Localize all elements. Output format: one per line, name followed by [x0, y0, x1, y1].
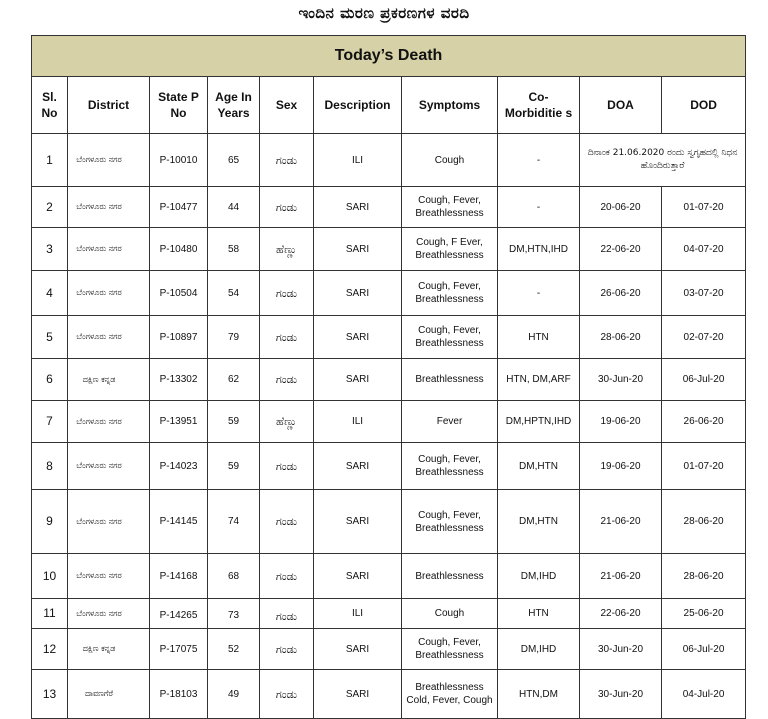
sex-cell: ಗಂಡು — [260, 443, 314, 490]
district-text: ಬೆಂಗಳೂರು ನಗರ — [76, 288, 122, 297]
table-row — [32, 443, 746, 490]
age-cell: 74 — [208, 490, 260, 554]
dod-cell: 04-07-20 — [662, 228, 746, 271]
sl-no-cell: 4 — [32, 271, 68, 316]
comorbidities-cell: HTN — [498, 599, 580, 629]
symptoms-cell: Breathlessness — [402, 554, 498, 599]
doa-cell: 19-06-20 — [580, 443, 662, 490]
symptoms-cell: Cough, Fever, Breathlessness — [402, 271, 498, 316]
district-text: ಬೆಂಗಳೂರು ನಗರ — [76, 516, 122, 526]
state-p-no-cell: P-10504 — [150, 271, 208, 316]
state-p-no-cell: P-14265 — [150, 599, 208, 629]
sl-no-cell: 10 — [32, 554, 68, 599]
age-cell: 73 — [208, 599, 260, 629]
district-text: ದಕ್ಷಿಣ ಕನ್ನಡ — [82, 644, 116, 653]
table-row — [32, 359, 746, 401]
table-row — [32, 134, 746, 187]
age-cell: 44 — [208, 187, 260, 228]
district-text: ದಾವಣಗೆರೆ — [85, 689, 113, 698]
state-p-no-cell: P-17075 — [150, 629, 208, 670]
state-p-no-cell: P-14168 — [150, 554, 208, 599]
table-row — [32, 490, 746, 554]
dod-cell: 28-06-20 — [662, 490, 746, 554]
age-cell: 58 — [208, 228, 260, 271]
district-text: ಬೆಂಗಳೂರು ನಗರ — [76, 155, 122, 164]
column-header: State P No — [150, 77, 208, 134]
table-row — [32, 599, 746, 629]
district-cell — [68, 134, 150, 187]
table-row — [32, 670, 746, 719]
sl-no-cell: 8 — [32, 443, 68, 490]
symptoms-cell: Cough, Fever, Breathlessness — [402, 316, 498, 359]
column-header: District — [68, 77, 150, 134]
state-p-no-cell: P-13951 — [150, 401, 208, 443]
sex-cell: ಗಂಡು — [260, 629, 314, 670]
symptoms-cell: Cough, Fever, Breathlessness — [402, 187, 498, 228]
district-cell — [68, 187, 150, 228]
doa-cell: 20-06-20 — [580, 187, 662, 228]
district-text: ಬೆಂಗಳೂರು ನಗರ — [76, 608, 122, 618]
doa-cell: 21-06-20 — [580, 490, 662, 554]
sl-no-cell: 7 — [32, 401, 68, 443]
description-cell: SARI — [314, 554, 402, 599]
description-cell: SARI — [314, 271, 402, 316]
table-row — [32, 228, 746, 271]
table-row — [32, 316, 746, 359]
sex-cell: ಗಂಡು — [260, 134, 314, 187]
doa-cell: 22-06-20 — [580, 228, 662, 271]
state-p-no-cell: P-14145 — [150, 490, 208, 554]
doa-cell: 21-06-20 — [580, 554, 662, 599]
doa-cell: 26-06-20 — [580, 271, 662, 316]
sex-cell: ಗಂಡು — [260, 554, 314, 599]
age-cell: 59 — [208, 443, 260, 490]
dod-cell: 01-07-20 — [662, 443, 746, 490]
description-cell: SARI — [314, 443, 402, 490]
dod-cell: 01-07-20 — [662, 187, 746, 228]
sl-no-cell: 6 — [32, 359, 68, 401]
district-cell — [68, 316, 150, 359]
symptoms-cell: Cough, Fever, Breathlessness — [402, 629, 498, 670]
comorbidities-cell: DM,HTN,IHD — [498, 228, 580, 271]
table-row — [32, 271, 746, 316]
comorbidities-cell: HTN,DM — [498, 670, 580, 719]
doa-cell: 22-06-20 — [580, 599, 662, 629]
district-cell — [68, 228, 150, 271]
description-cell: SARI — [314, 490, 402, 554]
sex-cell: ಗಂಡು — [260, 316, 314, 359]
state-p-no-cell: P-18103 — [150, 670, 208, 719]
district-cell — [68, 271, 150, 316]
column-header: Sex — [260, 77, 314, 134]
sl-no-cell: 9 — [32, 490, 68, 554]
comorbidities-cell: DM,HTN — [498, 490, 580, 554]
description-cell: SARI — [314, 187, 402, 228]
district-cell — [68, 599, 150, 629]
sl-no-cell: 3 — [32, 228, 68, 271]
description-cell: ILI — [314, 134, 402, 187]
age-cell: 49 — [208, 670, 260, 719]
dod-cell: 06-Jul-20 — [662, 629, 746, 670]
sex-cell: ಗಂಡು — [260, 187, 314, 228]
table-row — [32, 629, 746, 670]
age-cell: 59 — [208, 401, 260, 443]
doa-cell: 30-Jun-20 — [580, 629, 662, 670]
sl-no-cell: 5 — [32, 316, 68, 359]
symptoms-cell: Fever — [402, 401, 498, 443]
column-header: Sl. No — [32, 77, 68, 134]
age-cell: 65 — [208, 134, 260, 187]
district-text: ಬೆಂಗಳೂರು ನಗರ — [76, 202, 122, 211]
comorbidities-cell: DM,IHD — [498, 629, 580, 670]
district-text: ಬೆಂಗಳೂರು ನಗರ — [76, 571, 122, 580]
state-p-no-cell: P-14023 — [150, 443, 208, 490]
age-cell: 54 — [208, 271, 260, 316]
sl-no-cell: 2 — [32, 187, 68, 228]
state-p-no-cell: P-10477 — [150, 187, 208, 228]
description-cell: SARI — [314, 629, 402, 670]
symptoms-cell: Cough — [402, 599, 498, 629]
symptoms-cell: Cough, Fever, Breathlessness — [402, 490, 498, 554]
sl-no-cell: 1 — [32, 134, 68, 187]
district-cell — [68, 443, 150, 490]
column-header: Symptoms — [402, 77, 498, 134]
dod-cell: 06-Jul-20 — [662, 359, 746, 401]
age-cell: 62 — [208, 359, 260, 401]
district-cell — [68, 401, 150, 443]
comorbidities-cell: HTN — [498, 316, 580, 359]
state-p-no-cell: P-10010 — [150, 134, 208, 187]
column-header: Co-Morbiditie s — [498, 77, 580, 134]
comorbidities-cell: DM,IHD — [498, 554, 580, 599]
age-cell: 79 — [208, 316, 260, 359]
description-cell: SARI — [314, 359, 402, 401]
sl-no-cell: 11 — [32, 599, 68, 629]
district-text: ಬೆಂಗಳೂರು ನಗರ — [76, 244, 122, 253]
description-cell: ILI — [314, 599, 402, 629]
sex-cell: ಗಂಡು — [260, 271, 314, 316]
symptoms-cell: Cough, F Ever, Breathlessness — [402, 228, 498, 271]
doa-cell: 28-06-20 — [580, 316, 662, 359]
symptoms-cell: Breathlessness — [402, 359, 498, 401]
deaths-table — [31, 35, 746, 719]
district-text: ಬೆಂಗಳೂರು ನಗರ — [76, 416, 122, 426]
state-p-no-cell: P-10480 — [150, 228, 208, 271]
description-cell: ILI — [314, 401, 402, 443]
district-text: ಬೆಂಗಳೂರು ನಗರ — [76, 461, 122, 470]
comorbidities-cell: - — [498, 187, 580, 228]
description-cell: SARI — [314, 228, 402, 271]
state-p-no-cell: P-13302 — [150, 359, 208, 401]
sex-cell: ಗಂಡು — [260, 359, 314, 401]
age-cell: 52 — [208, 629, 260, 670]
symptoms-cell: Cough — [402, 134, 498, 187]
dod-cell: 02-07-20 — [662, 316, 746, 359]
sex-cell: ಹೆಣ್ಣು — [260, 228, 314, 271]
sl-no-cell: 13 — [32, 670, 68, 719]
sex-cell: ಗಂಡು — [260, 490, 314, 554]
description-cell: SARI — [314, 670, 402, 719]
table-title: Today’s Death — [32, 36, 746, 77]
dod-cell: 28-06-20 — [662, 554, 746, 599]
district-cell — [68, 359, 150, 401]
column-header: DOA — [580, 77, 662, 134]
state-p-no-cell: P-10897 — [150, 316, 208, 359]
doa-cell: 30-Jun-20 — [580, 670, 662, 719]
comorbidities-cell: HTN, DM,ARF — [498, 359, 580, 401]
table-header-row — [32, 77, 746, 134]
table-row — [32, 187, 746, 228]
doa-cell: 19-06-20 — [580, 401, 662, 443]
dod-cell: 03-07-20 — [662, 271, 746, 316]
symptoms-cell: Cough, Fever, Breathlessness — [402, 443, 498, 490]
dod-cell: 04-Jul-20 — [662, 670, 746, 719]
sl-no-cell: 12 — [32, 629, 68, 670]
dod-cell: 26-06-20 — [662, 401, 746, 443]
dod-cell: 25-06-20 — [662, 599, 746, 629]
district-text: ದಕ್ಷಿಣ ಕನ್ನಡ — [82, 374, 116, 384]
comorbidities-cell: DM,HPTN,IHD — [498, 401, 580, 443]
doa-dod-note-cell: ದಿನಾಂಕ 21.06.2020 ರಂದು ಸ್ವಗೃಹದಲ್ಲಿ ನಿಧನ ಹೊಂದಿರುತ್ತಾರೆ — [580, 134, 746, 187]
district-cell — [68, 490, 150, 554]
sex-cell: ಹೆಣ್ಣು — [260, 401, 314, 443]
column-header: Age In Years — [208, 77, 260, 134]
description-cell: SARI — [314, 316, 402, 359]
district-cell — [68, 554, 150, 599]
column-header: Description — [314, 77, 402, 134]
comorbidities-cell: - — [498, 271, 580, 316]
district-text: ಬೆಂಗಳೂರು ನಗರ — [76, 332, 122, 341]
document-heading: ಇಂದಿನ ಮರಣ ಪ್ರಕರಣಗಳ ವರದಿ — [298, 4, 470, 22]
table-row — [32, 401, 746, 443]
sex-cell: ಗಂಡು — [260, 670, 314, 719]
doa-cell: 30-Jun-20 — [580, 359, 662, 401]
column-header: DOD — [662, 77, 746, 134]
table-row — [32, 554, 746, 599]
sex-cell: ಗಂಡು — [260, 599, 314, 629]
comorbidities-cell: - — [498, 134, 580, 187]
district-cell — [68, 629, 150, 670]
comorbidities-cell: DM,HTN — [498, 443, 580, 490]
age-cell: 68 — [208, 554, 260, 599]
district-cell — [68, 670, 150, 719]
symptoms-cell: Breathlessness Cold, Fever, Cough — [402, 670, 498, 719]
